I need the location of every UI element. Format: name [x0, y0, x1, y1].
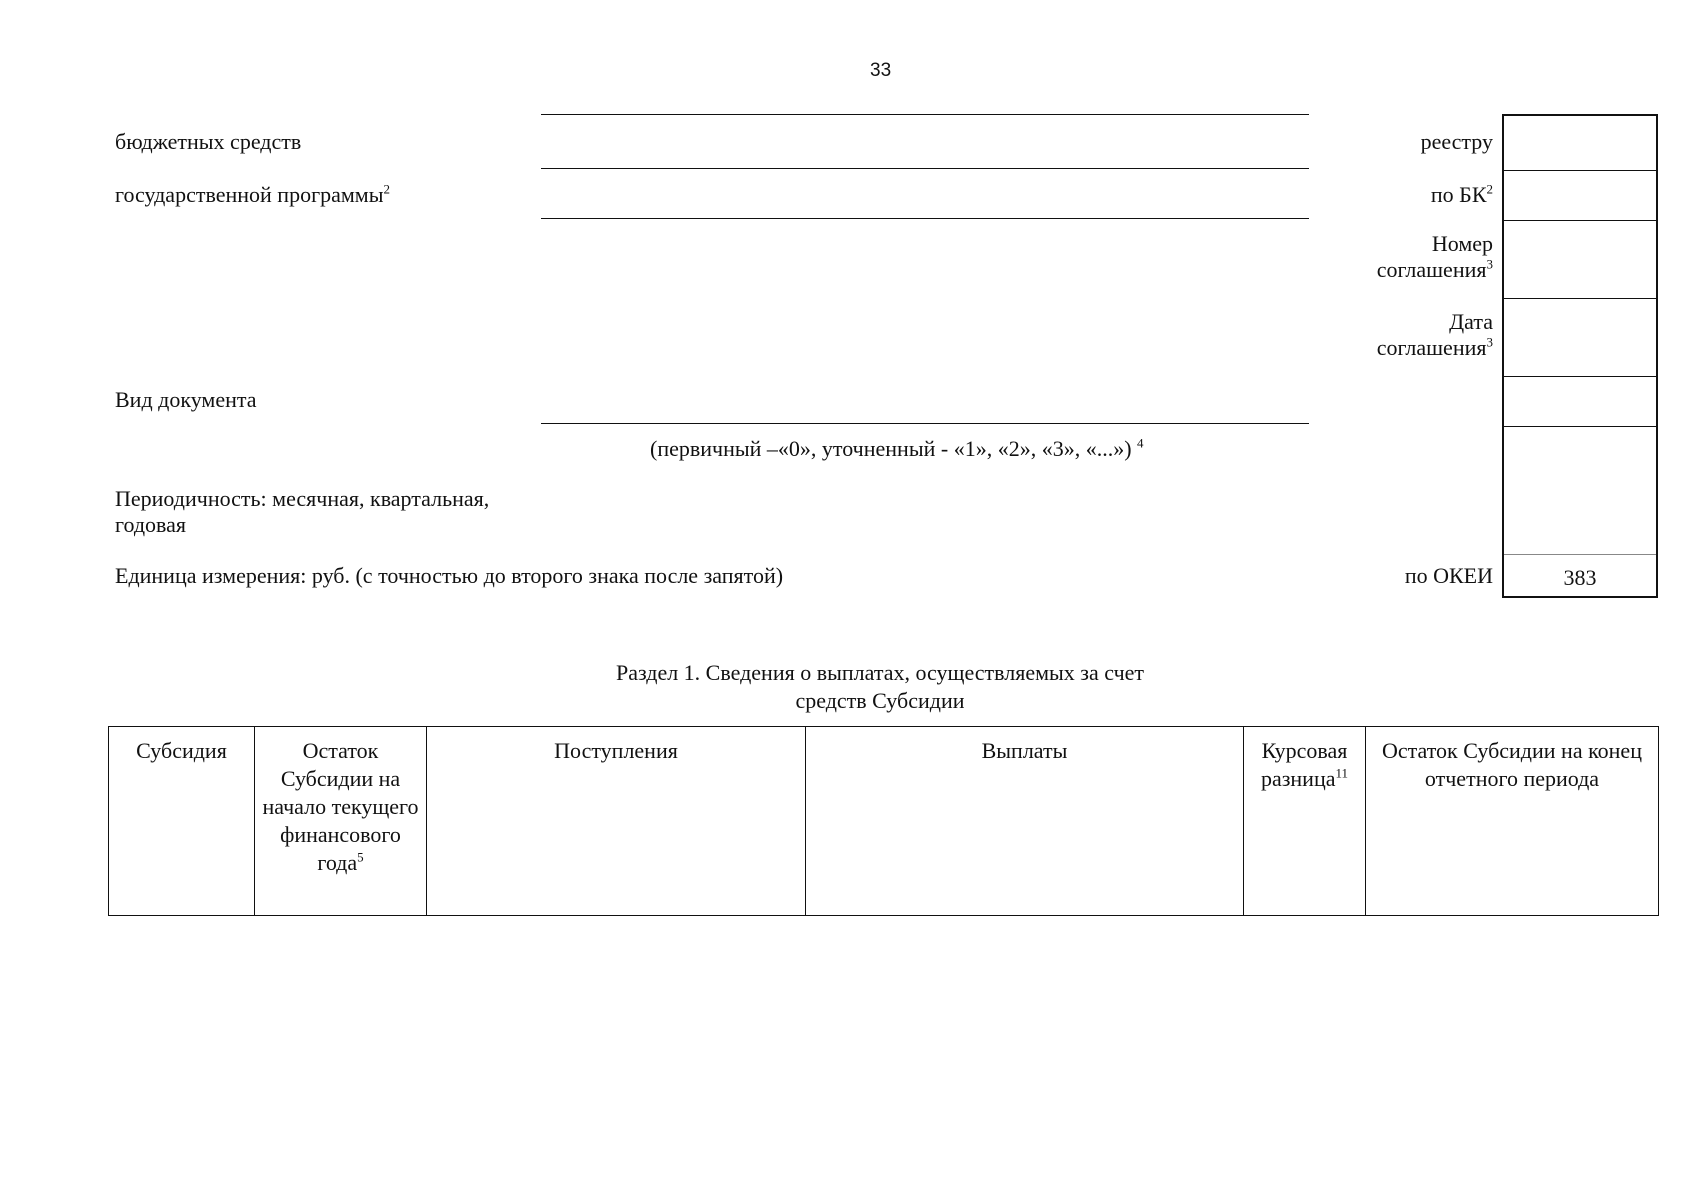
agreement-date-label: Дата соглашения$^3$: [1376, 309, 1493, 360]
codes-box: [1502, 114, 1658, 598]
page-number: 33: [870, 60, 892, 81]
col-header-balance-start: Остаток Субсидии на начало текущего финансового года$^5$: [255, 727, 427, 916]
codes-divider: [1504, 376, 1656, 377]
footnote-ref: 2: [1486, 181, 1493, 197]
col-header-payments: Выплаты: [806, 727, 1244, 916]
registry-label: реестру: [1420, 129, 1493, 154]
periodicity-label: Периодичность: месячная, квартальная, годовая: [115, 486, 490, 537]
col-header-exchange-diff: Курсовая разница$^{11}$: [1244, 727, 1366, 916]
footnote-ref: 2: [383, 181, 390, 197]
subsidy-payments-table: [108, 726, 1659, 916]
doc-type-label: Вид документа: [115, 387, 257, 412]
section-title: Раздел 1. Сведения о выплатах, осуществляемых за счет средств Субсидии: [615, 660, 1145, 713]
state-program-input-line[interactable]: [541, 168, 1309, 169]
doc-type-input-line[interactable]: [541, 423, 1309, 424]
footnote-ref: 3: [1486, 256, 1493, 272]
codes-divider: [1504, 298, 1656, 299]
bk-label: по $БК^2$: [1430, 181, 1493, 207]
col-header-balance-end: Остаток Субсидии на конец отчетного периода: [1366, 727, 1659, 916]
state-program-underline: [541, 218, 1309, 219]
codes-divider: [1504, 170, 1656, 171]
codes-divider: [1504, 220, 1656, 221]
footnote-ref: 3: [1486, 334, 1493, 350]
unit-label: Единица измерения: руб. (с точностью до второго знака после запятой): [115, 563, 784, 588]
budget-funds-label: бюджетных средств: [115, 129, 302, 154]
budget-funds-input-line[interactable]: [541, 114, 1309, 115]
col-header-receipts: Поступления: [427, 727, 806, 916]
codes-divider: [1504, 554, 1656, 555]
footnote-ref: 5: [357, 849, 364, 865]
codes-divider: [1504, 426, 1656, 427]
footnote-ref: 4: [1137, 435, 1144, 451]
agreement-number-label: Номер соглашения$^3$: [1376, 231, 1493, 282]
okei-label: по ОКЕИ: [1404, 563, 1493, 588]
okei-code-value: 383: [1563, 565, 1597, 590]
footnote-ref: 11: [1335, 765, 1349, 781]
state-program-label: государственной программы$^2$: [115, 181, 390, 207]
col-header-subsidy: Субсидия: [109, 727, 255, 916]
doc-type-hint: (первичный –«0», уточненный - «1», «2», «3», «...») $^4$: [650, 435, 1144, 461]
